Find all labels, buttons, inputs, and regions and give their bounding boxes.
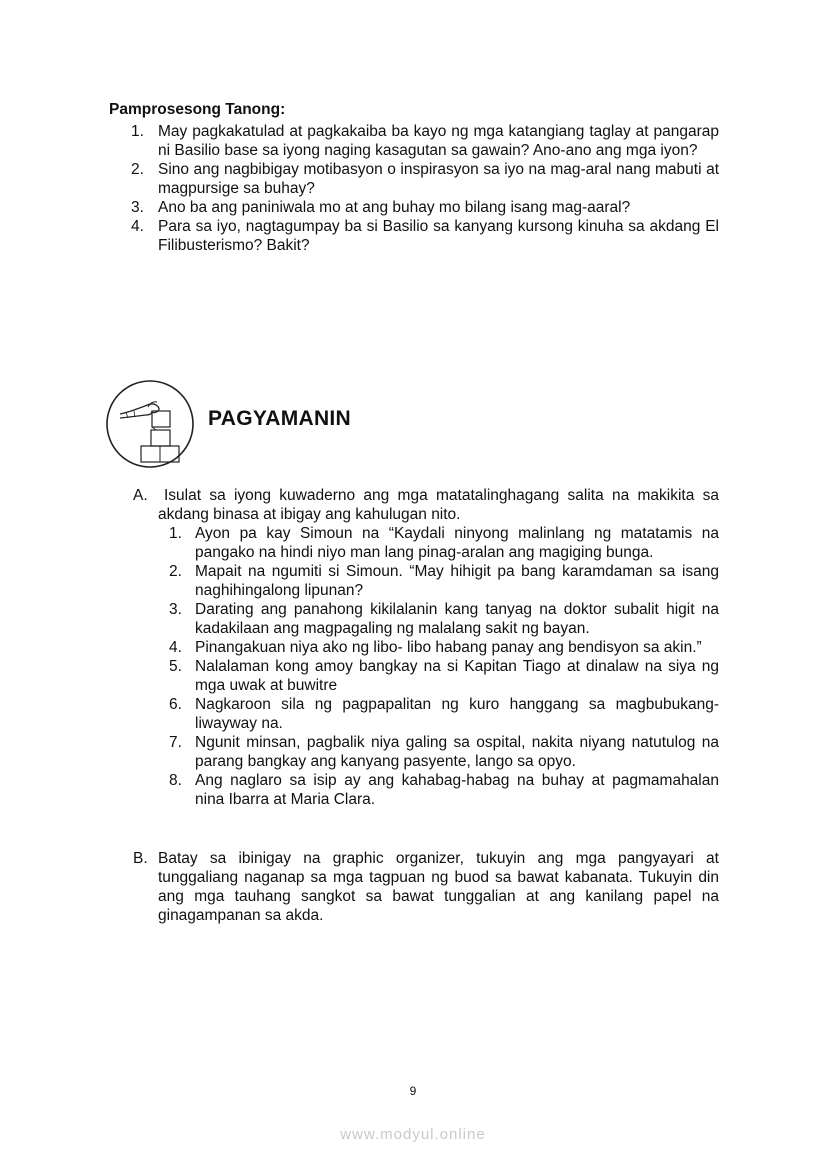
part-a-marker: A. [133, 487, 148, 504]
part-b-instruction: Batay sa ibinigay na graphic organizer, tukuyin ang mga pangyayari at tunggaliang naganap sa mga tagpuan ng buod sa bawat kabanata. Tukuyin din ang mga tauhang sangkot sa bawat tunggalian at ang kanilang papel na ginagampanan sa akda. [158, 850, 719, 924]
list-item [131, 160, 719, 198]
list-item [131, 198, 719, 217]
part-a-instruction: Isulat sa iyong kuwaderno ang mga matatalinghagang salita na makikita sa akdang binasa at ibigay ang kahulugan nito. [158, 487, 719, 523]
item-text: Ang naglaro sa isip ay ang kahabag-habag na buhay at pagmamahalan nina Ibarra at Maria Clara. [195, 772, 719, 808]
list-item [169, 657, 719, 695]
item-number: 4. [169, 639, 182, 656]
section-title: PAGYAMANIN [208, 407, 352, 430]
item-text: Sino ang nagbibigay motibasyon o inspirasyon sa iyo na mag-aral nang mabuti at magpursige sa buhay? [158, 161, 719, 197]
list-item [169, 771, 719, 809]
processing-questions-heading: Pamprosesong Tanong: [109, 101, 286, 118]
item-text: Mapait na ngumiti si Simoun. “May hihigit pa bang karamdaman sa isang naghihingalong lipunan? [195, 563, 719, 599]
item-text: Ano ba ang paniniwala mo at ang buhay mo bilang isang mag-aaral? [158, 199, 631, 216]
item-number: 5. [169, 658, 182, 675]
list-item [131, 217, 719, 255]
page-number: 9 [409, 1084, 417, 1098]
part-b-marker: B. [133, 850, 148, 867]
watermark: www.modyul.online [340, 1126, 486, 1143]
item-text: Ngunit minsan, pagbalik niya galing sa ospital, nakita niyang natutulog na parang bangkay ang kanyang pasyente, lango sa opyo. [195, 734, 719, 770]
processing-questions-list [131, 122, 719, 255]
list-item [169, 524, 719, 562]
item-text: Ayon pa kay Simoun na “Kaydali ninyong malinlang ng matatamis na pangako na hindi niyo man lang pinag-aralan ang magiging bunga. [195, 525, 719, 561]
item-number: 1. [169, 525, 182, 542]
list-item [169, 733, 719, 771]
figurative-phrases-list [169, 524, 719, 809]
item-number: 1. [131, 123, 144, 140]
list-item [131, 122, 719, 160]
list-item [169, 638, 719, 657]
item-number: 3. [131, 199, 144, 216]
list-item [169, 600, 719, 638]
item-text: May pagkakatulad at pagkakaiba ba kayo ng mga katangiang taglay at pangarap ni Basilio base sa iyong naging kasagutan sa gawain? Ano-ano ang mga iyon? [158, 123, 719, 159]
item-number: 3. [169, 601, 182, 618]
item-text: Nagkaroon sila ng pagpapalitan ng kuro hanggang sa magbubukang-liwayway na. [195, 696, 719, 732]
item-number: 4. [131, 218, 144, 235]
hand-stacking-blocks-icon [104, 378, 196, 470]
item-number: 7. [169, 734, 182, 751]
item-text: Nalalaman kong amoy bangkay na si Kapitan Tiago at dinalaw na siya ng mga uwak at buwitre [195, 658, 719, 694]
list-item [169, 695, 719, 733]
list-item [169, 562, 719, 600]
item-number: 2. [131, 161, 144, 178]
item-number: 8. [169, 772, 182, 789]
item-number: 6. [169, 696, 182, 713]
item-text: Para sa iyo, nagtagumpay ba si Basilio sa kanyang kursong kinuha sa akdang El Filibusterismo? Bakit? [158, 218, 719, 254]
item-number: 2. [169, 563, 182, 580]
item-text: Pinangakuan niya ako ng libo- libo habang panay ang bendisyon sa akin.” [195, 639, 702, 656]
item-text: Darating ang panahong kikilalanin kang tanyag na doktor subalit higit na kadakilaan ang magpagaling ng malalang sakit ng bayan. [195, 601, 719, 637]
